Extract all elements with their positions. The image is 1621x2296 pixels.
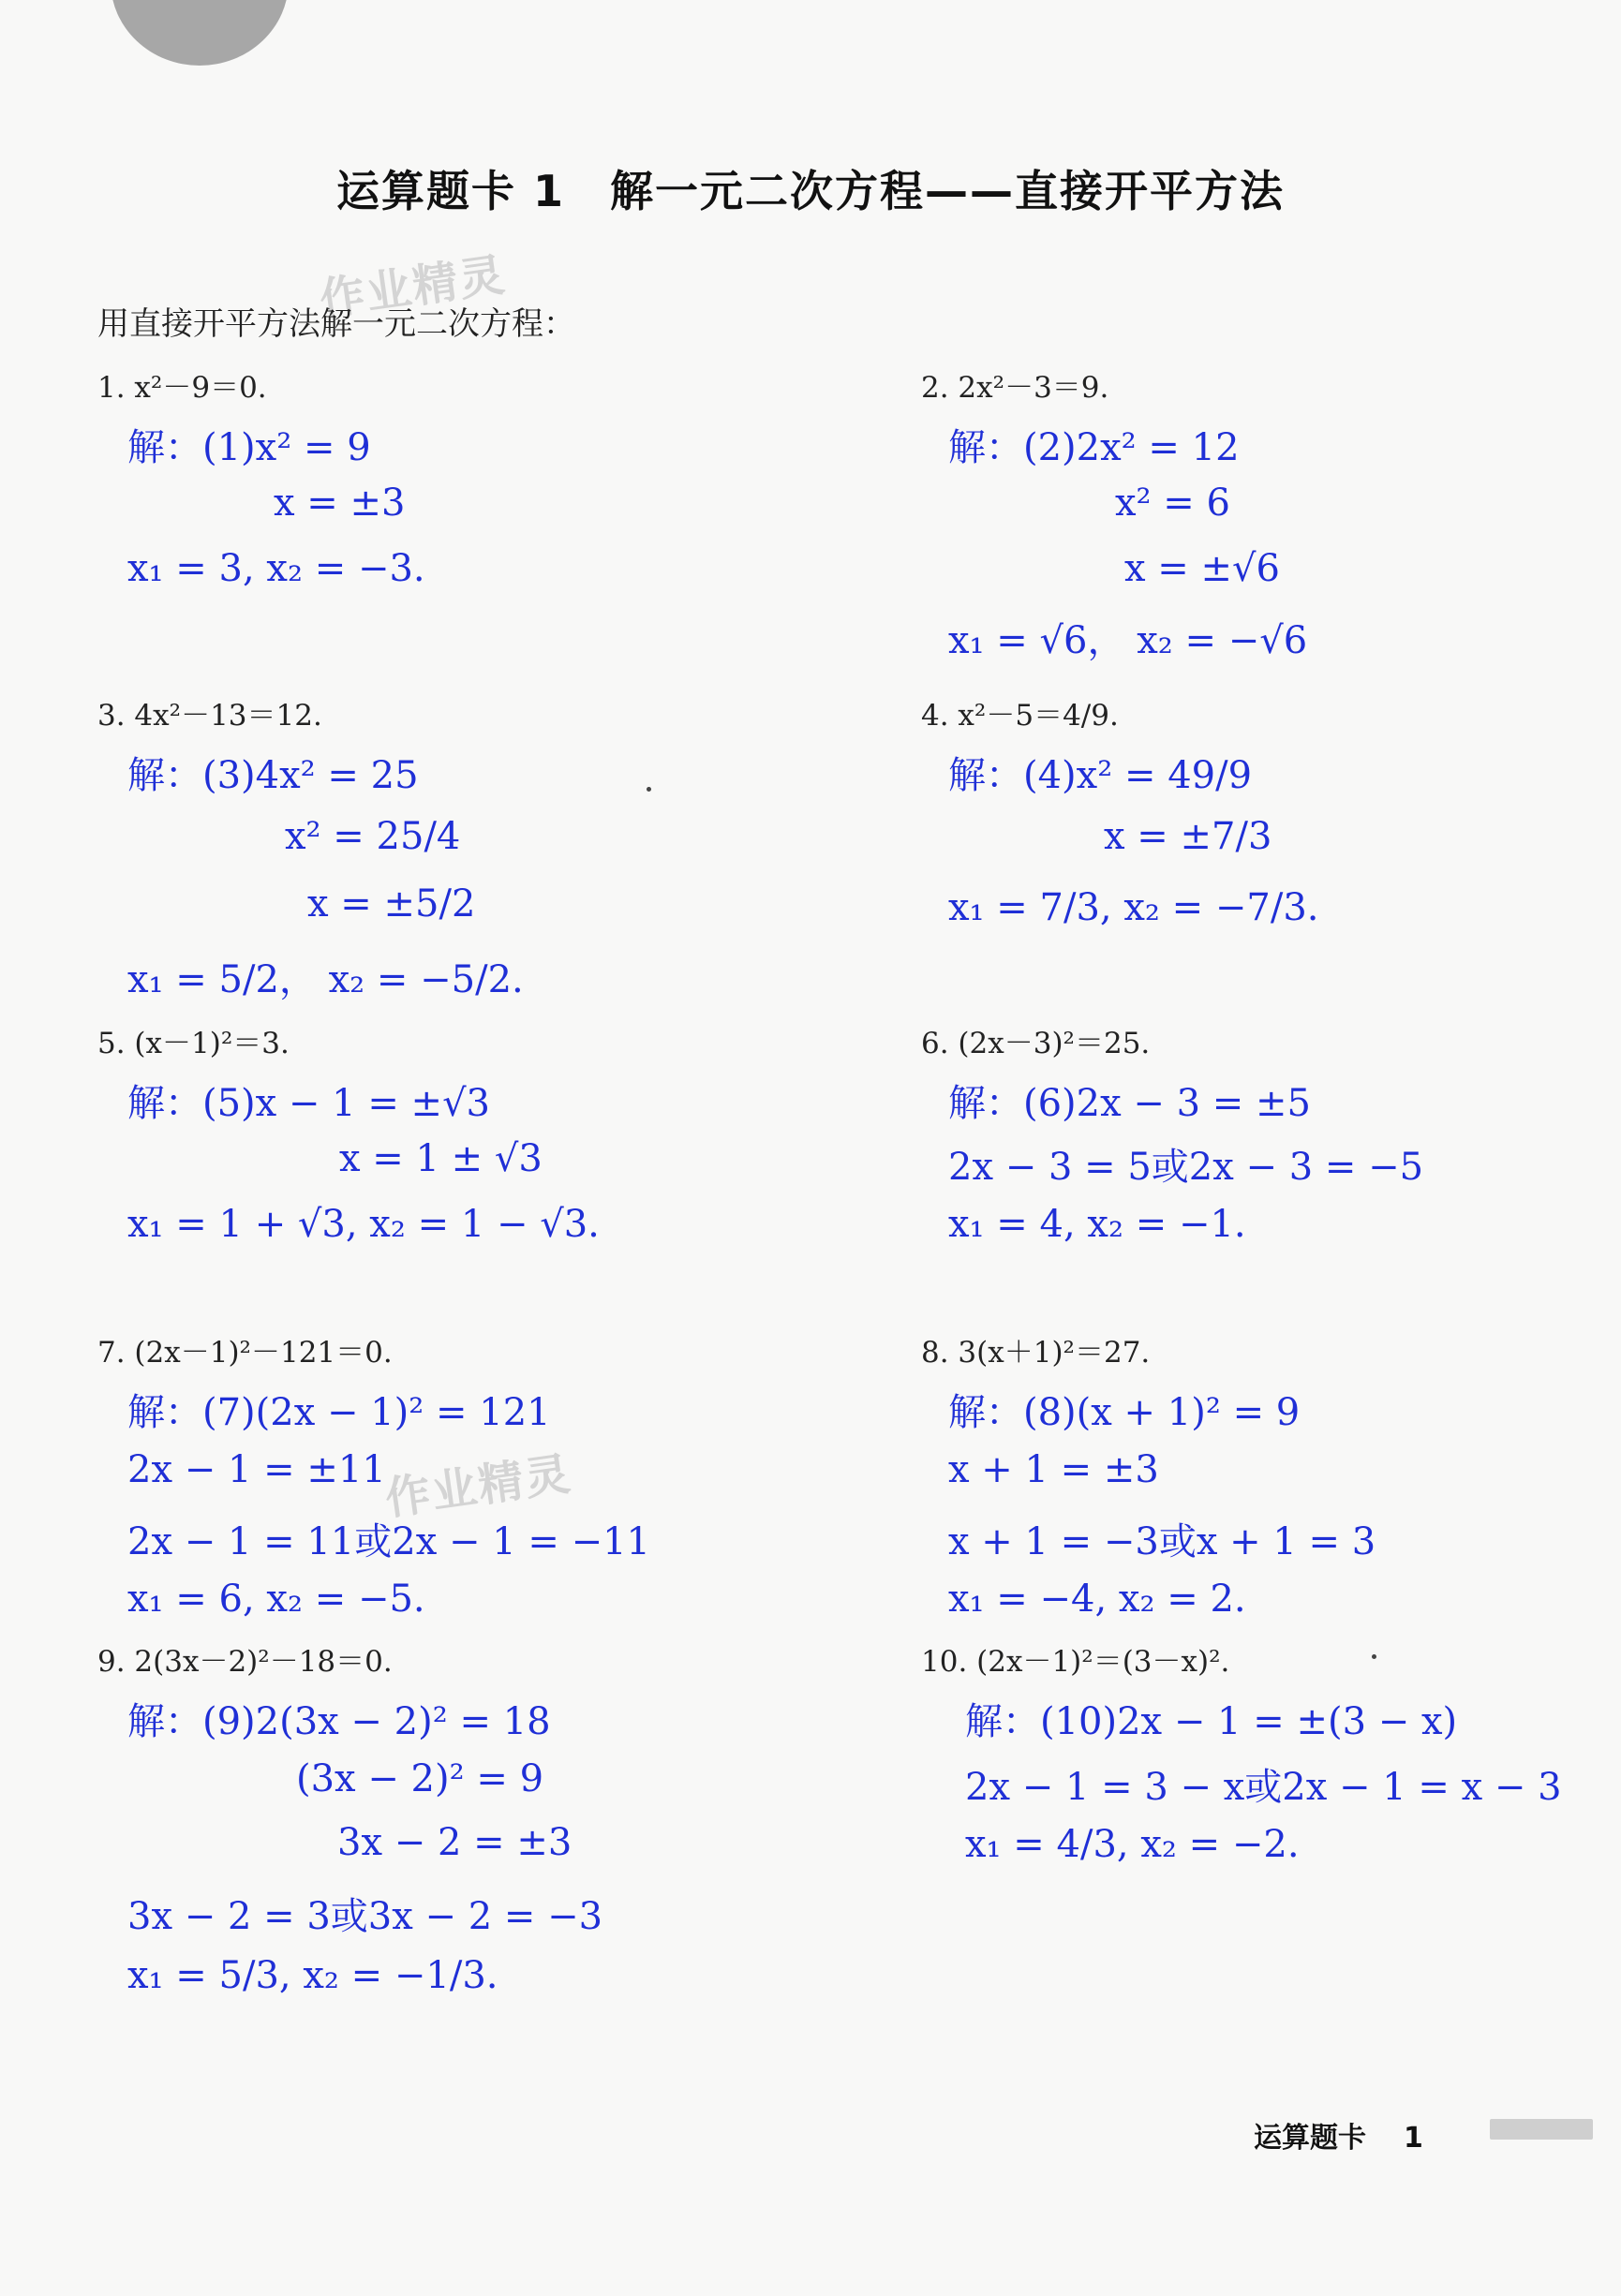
problem-6-line-1: 解：(6)2x − 3 = ±5 bbox=[948, 1082, 1311, 1125]
problem-7-line-1: 解：(7)(2x − 1)² = 121 bbox=[127, 1391, 551, 1434]
problem-5-line-3: x₁ = 1 + √3, x₂ = 1 − √3. bbox=[127, 1203, 600, 1246]
instructions: 用直接开平方法解一元二次方程： bbox=[97, 305, 575, 343]
problem-8-line-2: x + 1 = ±3 bbox=[948, 1448, 1159, 1491]
page-title: 运算题卡 1 解一元二次方程——直接开平方法 bbox=[335, 166, 1286, 216]
problem-9-line-5: x₁ = 5/3, x₂ = −1/3. bbox=[127, 1954, 498, 1997]
footer-label: 运算题卡 bbox=[1254, 2122, 1366, 2155]
page-number: 1 bbox=[1404, 2122, 1423, 2155]
problem-5-line-1: 解：(5)x − 1 = ±√3 bbox=[127, 1082, 491, 1125]
speck bbox=[1372, 1654, 1376, 1659]
problem-6-line-3: x₁ = 4, x₂ = −1. bbox=[948, 1203, 1246, 1246]
problem-9-line-2: (3x − 2)² = 9 bbox=[296, 1757, 544, 1800]
speck bbox=[647, 787, 651, 792]
problem-7-line-3: 2x − 1 = 11或2x − 1 = −11 bbox=[127, 1520, 651, 1563]
corner-decoration bbox=[111, 0, 289, 66]
footer bbox=[1254, 2114, 1423, 2155]
problem-1-line-1: 解：(1)x² = 9 bbox=[127, 426, 371, 469]
problem-7-line-4: x₁ = 6, x₂ = −5. bbox=[127, 1578, 425, 1621]
problem-8-line-1: 解：(8)(x + 1)² = 9 bbox=[948, 1391, 1301, 1434]
problem-1-statement: 1. x²－9＝0. bbox=[97, 371, 267, 405]
problem-4-line-3: x₁ = 7/3, x₂ = −7/3. bbox=[948, 886, 1319, 929]
problem-8-line-3: x + 1 = −3或x + 1 = 3 bbox=[948, 1520, 1376, 1563]
problem-3-line-1: 解：(3)4x² = 25 bbox=[127, 754, 419, 797]
problem-2-statement: 2. 2x²－3＝9. bbox=[921, 371, 1109, 405]
problem-8-line-4: x₁ = −4, x₂ = 2. bbox=[948, 1578, 1246, 1621]
problem-7-line-2: 2x − 1 = ±11 bbox=[127, 1448, 386, 1491]
problem-3-line-2: x² = 25/4 bbox=[285, 815, 461, 858]
problem-4-line-1: 解：(4)x² = 49/9 bbox=[948, 754, 1253, 797]
problem-8-statement: 8. 3(x＋1)²＝27. bbox=[921, 1336, 1151, 1370]
problem-9-statement: 9. 2(3x－2)²－18＝0. bbox=[97, 1645, 393, 1679]
problem-9-line-4: 3x − 2 = 3或3x − 2 = −3 bbox=[127, 1895, 603, 1938]
problem-2-line-2: x² = 6 bbox=[1115, 481, 1230, 525]
problem-1-line-2: x = ±3 bbox=[274, 481, 406, 525]
footer-bar bbox=[1490, 2119, 1593, 2140]
problem-10-line-2: 2x − 1 = 3 − x或2x − 1 = x − 3 bbox=[965, 1766, 1562, 1809]
problem-7-statement: 7. (2x－1)²－121＝0. bbox=[97, 1336, 393, 1370]
problem-10-statement: 10. (2x－1)²＝(3－x)². bbox=[921, 1645, 1230, 1679]
watermark: 作业精灵 bbox=[381, 1447, 575, 1526]
problem-3-line-3: x = ±5/2 bbox=[307, 882, 476, 926]
problem-4-statement: 4. x²－5＝4/9. bbox=[921, 699, 1119, 733]
problem-9-line-3: 3x − 2 = ±3 bbox=[337, 1821, 573, 1864]
problem-1-line-3: x₁ = 3, x₂ = −3. bbox=[127, 547, 425, 590]
problem-2-line-4: x₁ = √6， x₂ = −√6 bbox=[948, 619, 1308, 662]
problem-6-statement: 6. (2x－3)²＝25. bbox=[921, 1027, 1151, 1060]
problem-2-line-3: x = ±√6 bbox=[1124, 547, 1280, 590]
problem-4-line-2: x = ±7/3 bbox=[1104, 815, 1272, 858]
problem-3-line-4: x₁ = 5/2， x₂ = −5/2. bbox=[127, 958, 524, 1001]
watermark: 作业精灵 bbox=[316, 248, 510, 327]
problem-5-line-2: x = 1 ± √3 bbox=[339, 1137, 543, 1180]
problem-2-line-1: 解：(2)2x² = 12 bbox=[948, 426, 1240, 469]
problem-10-line-3: x₁ = 4/3, x₂ = −2. bbox=[965, 1823, 1300, 1866]
problem-10-line-1: 解：(10)2x − 1 = ±(3 − x) bbox=[965, 1700, 1458, 1743]
problem-9-line-1: 解：(9)2(3x − 2)² = 18 bbox=[127, 1700, 551, 1743]
problem-3-statement: 3. 4x²－13＝12. bbox=[97, 699, 322, 733]
problem-5-statement: 5. (x－1)²＝3. bbox=[97, 1027, 290, 1060]
problem-6-line-2: 2x − 3 = 5或2x − 3 = −5 bbox=[948, 1146, 1424, 1189]
